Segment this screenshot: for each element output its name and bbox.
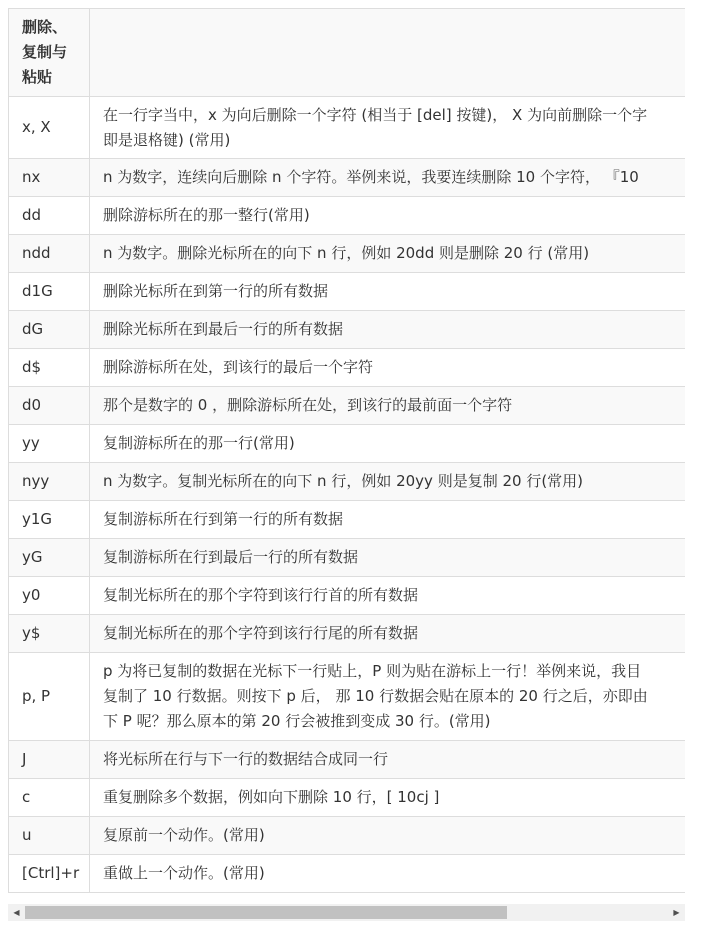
description-text: 重做上一个动作。(常用)	[103, 864, 265, 882]
table-row	[9, 741, 686, 779]
table-row	[9, 273, 686, 311]
scroll-right-arrow-icon[interactable]: ▶	[673, 908, 680, 917]
description-text: 将光标所在行与下一行的数据结合成同一行	[103, 750, 389, 768]
description-cell	[90, 235, 686, 273]
table-row	[9, 425, 686, 463]
description-text: 删除光标所在到最后一行的所有数据	[103, 320, 344, 338]
command-cell: c	[9, 779, 90, 817]
description-cell	[90, 615, 686, 653]
description-cell	[90, 577, 686, 615]
command-cell: [Ctrl]+r	[9, 855, 90, 893]
description-cell	[90, 273, 686, 311]
description-text: 复制游标所在行到第一行的所有数据	[103, 510, 344, 528]
vim-command-table	[8, 8, 685, 893]
table-row	[9, 539, 686, 577]
description-text: 在一行字当中，x 为向后删除一个字符 (相当于 [del] 按键)， X 为向前删除一个字 即是退格键) (常用)	[103, 105, 648, 149]
table-row	[9, 855, 686, 893]
description-cell	[90, 539, 686, 577]
description-text: 复制游标所在行到最后一行的所有数据	[103, 548, 359, 566]
description-text: n 为数字，连续向后删除 n 个字符。举例来说，我要连续删除 10 个字符， 『10	[103, 168, 639, 186]
command-cell: y$	[9, 615, 90, 653]
table-row	[9, 387, 686, 425]
description-cell	[90, 855, 686, 893]
command-cell: d1G	[9, 273, 90, 311]
table-row	[9, 311, 686, 349]
table-row	[9, 349, 686, 387]
table-row	[9, 235, 686, 273]
command-cell: y0	[9, 577, 90, 615]
description-cell	[90, 197, 686, 235]
table-row	[9, 197, 686, 235]
command-cell: p, P	[9, 653, 90, 741]
description-text: 复制光标所在的那个字符到该行行尾的所有数据	[103, 624, 419, 642]
description-text: 删除光标所在到第一行的所有数据	[103, 282, 329, 300]
description-cell	[90, 501, 686, 539]
table-row	[9, 159, 686, 197]
description-text: p 为将已复制的数据在光标下一行贴上，P 则为贴在游标上一行！举例来说，我目 复制了 10 行数据。则按下 p 后， 那 10 行数据会贴在原本的 20 行之后，亦即由 下 P 呢？那么原本的第 20 行会被推到变成 30 行。(常用)	[103, 662, 648, 730]
command-cell: yG	[9, 539, 90, 577]
command-cell: u	[9, 817, 90, 855]
command-cell: y1G	[9, 501, 90, 539]
description-cell	[90, 653, 686, 741]
description-cell	[90, 349, 686, 387]
command-cell: nyy	[9, 463, 90, 501]
horizontal-scrollbar[interactable]	[8, 904, 685, 921]
description-cell	[90, 387, 686, 425]
table-row	[9, 97, 686, 159]
description-cell	[90, 741, 686, 779]
description-text: n 为数字。复制光标所在的向下 n 行，例如 20yy 则是复制 20 行(常用)	[103, 472, 584, 490]
description-text: 删除游标所在处，到该行的最后一个字符	[103, 358, 374, 376]
command-cell: d0	[9, 387, 90, 425]
scrollbar-thumb[interactable]	[25, 906, 507, 919]
table-viewport	[8, 8, 685, 893]
description-text: 重复删除多个数据，例如向下删除 10 行，[ 10cj ]	[103, 788, 440, 806]
description-text: n 为数字。删除光标所在的向下 n 行，例如 20dd 则是删除 20 行 (常用)	[103, 244, 590, 262]
description-text: 复原前一个动作。(常用)	[103, 826, 265, 844]
table-row	[9, 463, 686, 501]
command-cell: dG	[9, 311, 90, 349]
description-text: 删除游标所在的那一整行(常用)	[103, 206, 310, 224]
description-cell	[90, 817, 686, 855]
description-cell	[90, 311, 686, 349]
description-text: 复制游标所在的那一行(常用)	[103, 434, 295, 452]
header-command: 删除、复制与粘贴	[9, 9, 90, 97]
scroll-left-arrow-icon[interactable]: ◀	[13, 908, 20, 917]
description-cell	[90, 463, 686, 501]
command-cell: ndd	[9, 235, 90, 273]
command-cell: J	[9, 741, 90, 779]
command-cell: d$	[9, 349, 90, 387]
description-cell	[90, 97, 686, 159]
command-cell: x, X	[9, 97, 90, 159]
table-row	[9, 817, 686, 855]
table-header-row	[9, 9, 686, 97]
description-cell	[90, 159, 686, 197]
description-text: 复制光标所在的那个字符到该行行首的所有数据	[103, 586, 419, 604]
table-body	[9, 97, 686, 893]
description-cell	[90, 425, 686, 463]
description-cell	[90, 779, 686, 817]
table-row	[9, 779, 686, 817]
command-cell: nx	[9, 159, 90, 197]
description-text: 那个是数字的 0 ，删除游标所在处，到该行的最前面一个字符	[103, 396, 513, 414]
header-description	[90, 9, 686, 97]
command-cell: dd	[9, 197, 90, 235]
table-row	[9, 653, 686, 741]
command-cell: yy	[9, 425, 90, 463]
table-row	[9, 577, 686, 615]
table-row	[9, 501, 686, 539]
table-row	[9, 615, 686, 653]
